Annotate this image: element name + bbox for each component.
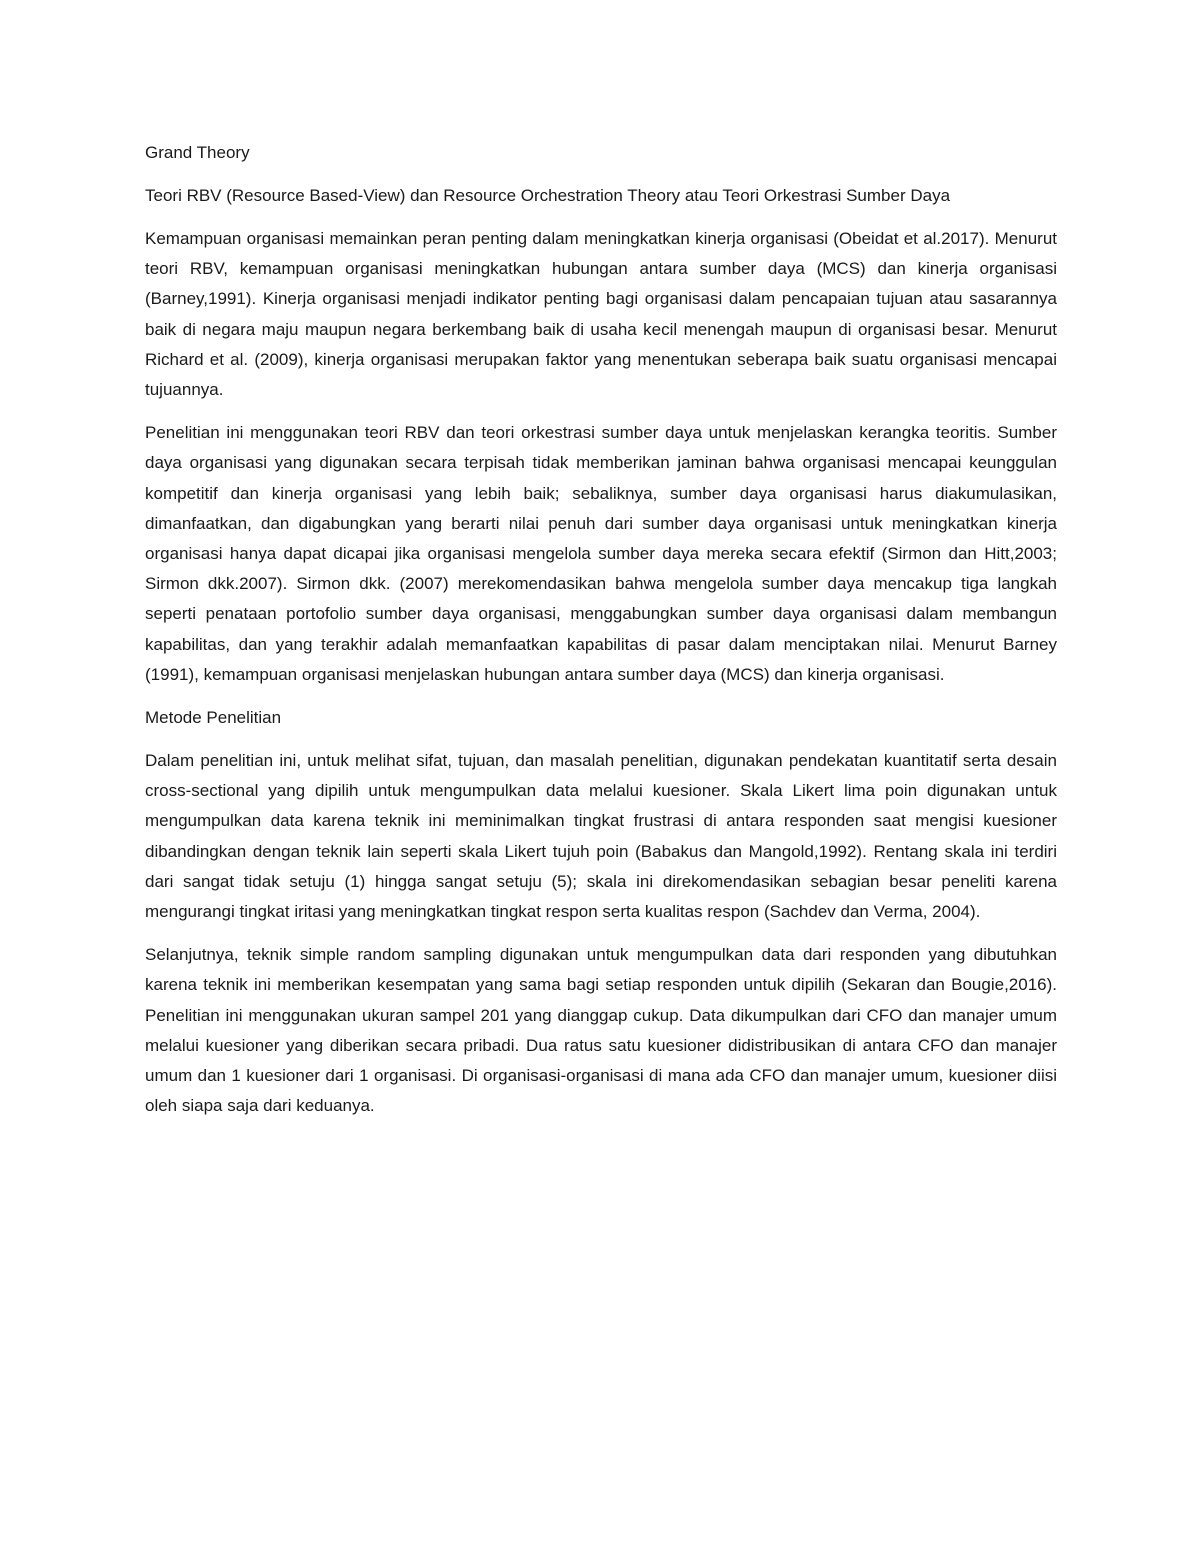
document-page bbox=[145, 138, 1057, 1134]
section-subtitle-rbv: Teori RBV (Resource Based-View) dan Resource Orchestration Theory atau Teori Orkestrasi Sumber Daya bbox=[145, 186, 951, 205]
paragraph-metode: Dalam penelitian ini, untuk melihat sifat, tujuan, dan masalah penelitian, digunakan pendekatan kuantitatif serta desain cross-sectional yang dipilih untuk mengumpulkan data melalui kuesioner. Skala Likert lima poin digunakan untuk mengumpulkan data karena teknik ini meminimalkan tingkat frustrasi di antara responden saat mengisi kuesioner dibandingkan dengan teknik lain seperti skala Likert tujuh poin (Babakus dan Mangold,1992). Rentang skala ini terdiri dari sangat tidak setuju (1) hingga sangat setuju (5); skala ini direkomendasikan sebagian besar peneliti karena mengurangi tingkat iritasi yang meningkatkan tingkat respon serta kualitas respon (Sachdev dan Verma, 2004). bbox=[145, 751, 1057, 922]
paragraph-penelitian: Penelitian ini menggunakan teori RBV dan teori orkestrasi sumber daya untuk menjelaskan kerangka teoritis. Sumber daya organisasi yang digunakan secara terpisah tidak memberikan jaminan bahwa organisasi mencapai keunggulan kompetitif dan kinerja organisasi yang lebih baik; sebaliknya, sumber daya organisasi harus diakumulasikan, dimanfaatkan, dan digabungkan yang berarti nilai penuh dari sumber daya organisasi untuk meningkatkan kinerja organisasi hanya dapat dicapai jika organisasi mengelola sumber daya mereka secara efektif (Sirmon dan Hitt,2003; Sirmon dkk.2007). Sirmon dkk. (2007) merekomendasikan bahwa mengelola sumber daya mencakup tiga langkah seperti penataan portofolio sumber daya organisasi, menggabungkan sumber daya organisasi dalam membangun kapabilitas, dan yang terakhir adalah memanfaatkan kapabilitas di pasar dalam menciptakan nilai. Menurut Barney (1991), kemampuan organisasi menjelaskan hubungan antara sumber daya (MCS) dan kinerja organisasi. bbox=[145, 423, 1057, 684]
section-title-metode: Metode Penelitian bbox=[145, 708, 282, 728]
section-title-grand-theory: Grand Theory bbox=[145, 143, 250, 162]
paragraph-sampling: Selanjutnya, teknik simple random sampling digunakan untuk mengumpulkan data dari responden yang dibutuhkan karena teknik ini memberikan kesempatan yang sama bagi setiap responden untuk dipilih (Sekaran dan Bougie,2016). Penelitian ini menggunakan ukuran sampel 201 yang dianggap cukup. Data dikumpulkan dari CFO dan manajer umum melalui kuesioner yang diberikan secara pribadi. Dua ratus satu kuesioner didistribusikan di antara CFO dan manajer umum dan 1 kuesioner dari 1 organisasi. Di organisasi-organisasi di mana ada CFO dan manajer umum, kuesioner diisi oleh siapa saja dari keduanya. bbox=[145, 945, 1057, 1116]
paragraph-kemampuan: Kemampuan organisasi memainkan peran penting dalam meningkatkan kinerja organisasi (Obeidat et al.2017). Menurut teori RBV, kemampuan organisasi meningkatkan hubungan antara sumber daya (MCS) dan kinerja organisasi (Barney,1991). Kinerja organisasi menjadi indikator penting bagi organisasi dalam pencapaian tujuan atau sasarannya baik di negara maju maupun negara berkembang baik di usaha kecil menengah maupun di organisasi besar. Menurut Richard et al. (2009), kinerja organisasi merupakan faktor yang menentukan seberapa baik suatu organisasi mencapai tujuannya. bbox=[145, 229, 1057, 400]
